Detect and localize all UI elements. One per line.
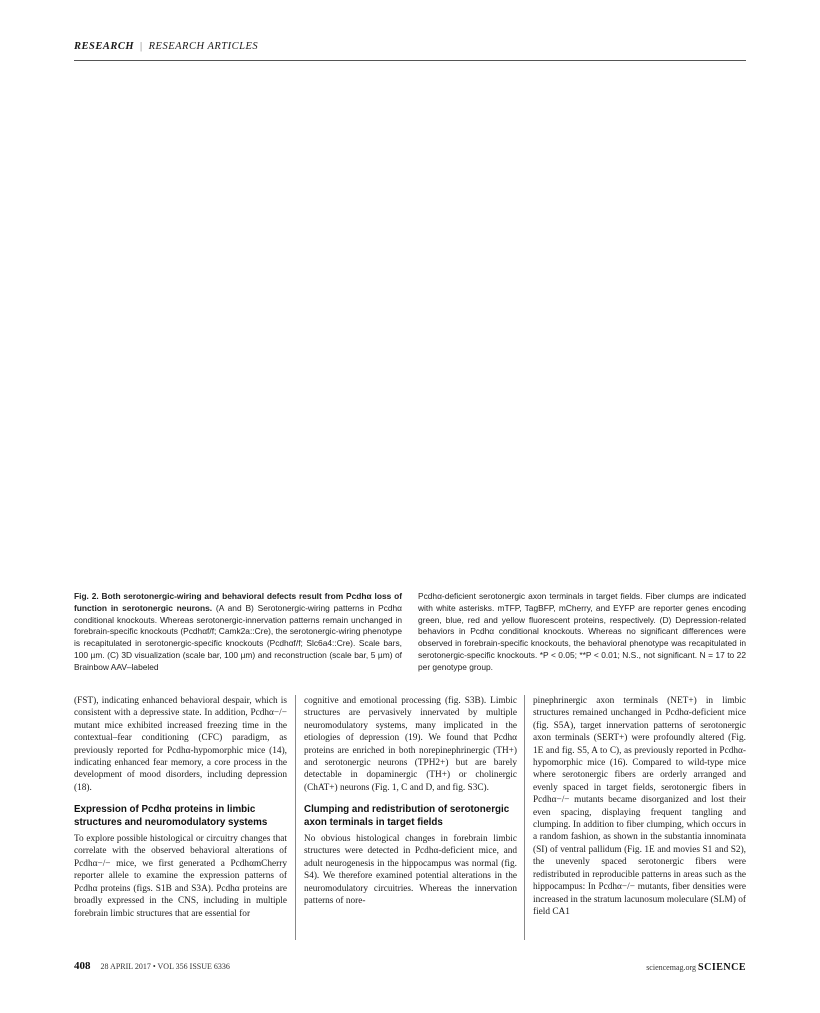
- column-divider: [295, 695, 296, 940]
- section-label: RESEARCH: [74, 41, 135, 52]
- page-footer: [74, 960, 746, 972]
- figure-caption-right: [418, 591, 746, 674]
- page-number: 408: [74, 960, 91, 972]
- header-separator: |: [140, 41, 143, 52]
- figure-placeholder: [74, 72, 746, 577]
- paragraph: No obvious histological changes in forebrain limbic structures were detected in Pcdhα-deficient mice, and adult neurogenesis in the hippocampus was normal (fig. S4). We therefore examined potential alterations in the neuromodulatory circuitries. Whereas the innervation patterns of nore-: [304, 834, 517, 907]
- subsection-label: RESEARCH ARTICLES: [148, 41, 259, 52]
- header-rule: [74, 60, 746, 61]
- figure-caption-left: [74, 591, 402, 674]
- running-header: [74, 41, 746, 52]
- body-column-3: [533, 695, 746, 918]
- body-column-2: [304, 695, 517, 908]
- caption-title: Fig. 2. Both serotonergic-wiring and behavioral defects result from Pcdhα loss of function in serotonergic neurons.: [74, 591, 402, 613]
- body-column-1: [74, 695, 287, 920]
- section-heading: Clumping and redistribution of serotonergic axon terminals in target fields: [304, 804, 510, 828]
- caption-left-text: (A and B) Serotonergic-wiring patterns in Pcdhα conditional knockouts. Whereas serotonergic-innervation patterns remain unchanged in forebrain-specific knockouts (Pcdhαf/f; Camk2a::Cre), the serotonergic-wiring phenotype is recapitulated in serotonergic-specific knockouts (Pcdhαf/f; Slc6a4::Cre). Scale bars, 100 µm. (C) 3D visualization (scale bar, 100 µm) and reconstruction (scale bar, 5 µm) of Brainbow AAV–labeled: [74, 602, 403, 672]
- journal-brand: SCIENCE: [698, 962, 746, 973]
- paragraph: To explore possible histological or circuitry changes that correlate with the observed behavioral alterations of Pcdhα−/− mice, we first generated a PcdhαmCherry reporter allele to examine the expression patterns of Pcdhα proteins (figs. S1B and S3A). Pcdhα proteins are broadly expressed in the CNS, including in multiple forebrain limbic structures that are essential for: [74, 834, 287, 919]
- paragraph: (FST), indicating enhanced behavioral despair, which is consistent with a depressive state. In addition, Pcdhα−/− mutant mice exhibited increased freezing time in the contextual–fear conditioning (CFC) paradigm, as previously reported for Pcdhα-hypomorphic mice (14), indicating enhanced fear memory, a core process in the development of mood disorders, including depression (18).: [74, 696, 287, 793]
- issue-info: 28 APRIL 2017 • VOL 356 ISSUE 6336: [100, 962, 230, 971]
- section-heading: Expression of Pcdhα proteins in limbic structures and neuromodulatory systems: [74, 804, 268, 828]
- paragraph: cognitive and emotional processing (fig. S3B). Limbic structures are pervasively innervated by multiple neuromodulatory systems, many implicated in the etiologies of depression (19). We found that Pcdhα proteins are enriched in both norepinephrinergic (TH+) and serotonergic neurons (TPH2+) but are barely detectable in dopaminergic (TH+) or cholinergic (ChAT+) neurons (Fig. 1, C and D, and fig. S3C).: [304, 696, 517, 793]
- paragraph: pinephrinergic axon terminals (NET+) in limbic structures remained unchanged in Pcdhα-deficient mice (fig. S5A), target innervation patterns of serotonergic axon terminals (SERT+) were profoundly altered (Fig. 1E and fig. S5, A to C), as previously reported in Pcdhα-hypomorphic mice (16). Compared to wild-type mice where serotonergic fibers are orderly arranged and evenly spaced in target fields, serotonergic fibers in Pcdhα−/− mutants became disorganized and lost their even spacing, displaying frequent tangling and clumping. In addition to fiber clumping, which occurs in a random fashion, as shown in the substantia innominata (SI) of ventral pallidum (Fig. 1E and movies S1 and S2), the unevenly spaced serotonergic fibers were redistributed in reproducible patterns in areas such as the hippocampus: In Pcdhα−/− mutants, fiber densities were increased in the stratum lacunosum moleculare (SLM) of field CA1: [533, 696, 746, 917]
- caption-right-text: Pcdhα-deficient serotonergic axon terminals in target fields. Fiber clumps are indicated with white asterisks. mTFP, TagBFP, mCherry, and EYFP are reporter genes encoding green, blue, red and yellow fluorescent proteins, respectively. (D) Depression-related behaviors in Pcdhα conditional knockouts. Whereas no significant differences were observed in forebrain-specific knockouts, the behavioral phenotype was recapitulated in serotonergic-specific knockouts. *P < 0.05; **P < 0.01; N.S., not significant. N = 17 to 22 per genotype group.: [418, 591, 746, 672]
- column-divider: [524, 695, 525, 940]
- site-url: sciencemag.org: [646, 963, 697, 972]
